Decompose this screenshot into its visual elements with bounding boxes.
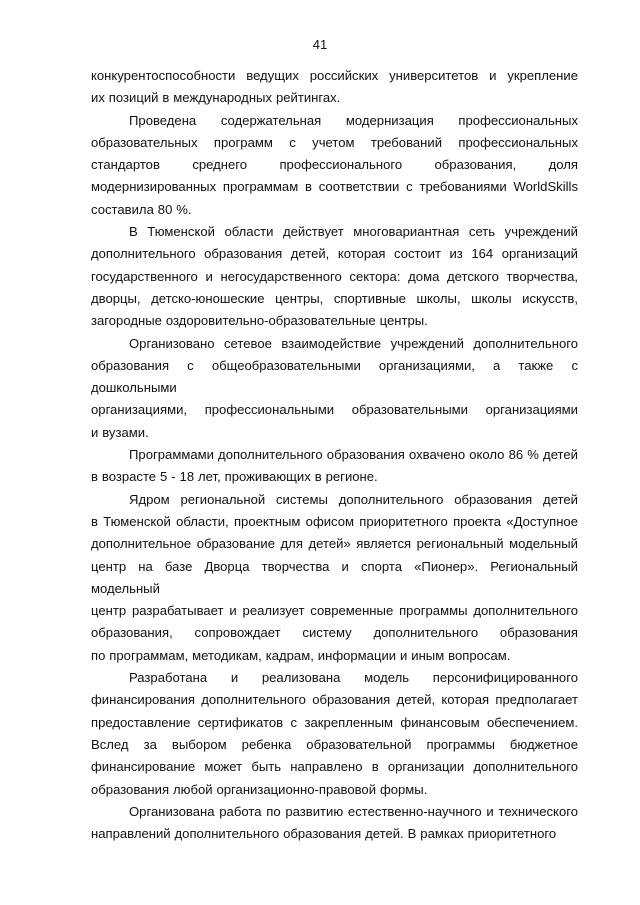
- page-number: 41: [312, 37, 328, 52]
- text-line: образования, сопровождает систему дополнительного образования: [91, 625, 578, 641]
- text-line: по программам, методикам, кадрам, информации и иным вопросам.: [91, 647, 511, 663]
- text-line: государственного и негосударственного сектора: дома детского творчества,: [91, 268, 578, 284]
- text-line: финансирование может быть направлено в организации дополнительного: [91, 759, 578, 775]
- text-line: их позиций в международных рейтингах.: [91, 90, 341, 106]
- text-line: предоставление сертификатов с закрепленным финансовым обеспечением.: [91, 714, 578, 730]
- text-line: дворцы, детско-юношеские центры, спортивные школы, школы искусств,: [91, 290, 578, 306]
- paragraph: [91, 110, 578, 221]
- text-line: загородные оздоровительно-образовательные центры.: [91, 313, 428, 329]
- paragraph: [91, 444, 578, 489]
- text-line: финансирования дополнительного образования детей, которая предполагает: [91, 692, 578, 708]
- text-line: Программами дополнительного образования охвачено около 86 % детей: [129, 447, 578, 463]
- text-line: Вслед за выбором ребенка образовательной программы бюджетное: [91, 736, 578, 752]
- text-line: стандартов среднего профессионального образования, доля: [91, 157, 578, 173]
- text-line: В Тюменской области действует многовариантная сеть учреждений: [129, 224, 578, 240]
- paragraph: [91, 333, 578, 444]
- body-text: [91, 65, 578, 845]
- text-line: Ядром региональной системы дополнительного образования детей: [129, 491, 578, 507]
- text-line: Разработана и реализована модель персонифицированного: [129, 670, 578, 686]
- text-line: модернизированных программам в соответствии с требованиями WorldSkills: [91, 179, 578, 195]
- text-line: образования любой организационно-правовой формы.: [91, 781, 428, 797]
- paragraph: [91, 801, 578, 846]
- text-line: центр на базе Дворца творчества и спорта «Пионер». Региональный модельный: [91, 558, 578, 596]
- paragraph: [91, 489, 578, 667]
- text-line: центр разрабатывает и реализует современные программы дополнительного: [91, 603, 578, 619]
- text-line: и вузами.: [91, 424, 149, 440]
- text-line: конкурентоспособности ведущих российских университетов и укрепление: [91, 68, 578, 83]
- text-line: образования с общеобразовательными организациями, а также с дошкольными: [91, 357, 578, 396]
- text-line: в возрасте 5 - 18 лет, проживающих в регионе.: [91, 469, 378, 485]
- text-line: в Тюменской области, проектным офисом приоритетного проекта «Доступное: [91, 513, 578, 529]
- text-line: образовательных программ с учетом требований профессиональных: [91, 134, 578, 150]
- paragraph: [91, 667, 578, 801]
- text-line: дополнительного образования детей, которая состоит из 164 организаций: [91, 246, 578, 262]
- text-line: Проведена содержательная модернизация профессиональных: [129, 112, 578, 128]
- paragraph: [91, 65, 578, 110]
- text-line: Организована работа по развитию естественно-научного и технического: [129, 803, 578, 819]
- text-line: направлений дополнительного образования детей. В рамках приоритетного: [91, 826, 557, 842]
- paragraph: [91, 221, 578, 332]
- text-line: Организовано сетевое взаимодействие учреждений дополнительного: [129, 335, 578, 351]
- text-line: составила 80 %.: [91, 201, 192, 217]
- text-line: дополнительное образование для детей» является региональный модельный: [91, 536, 578, 552]
- text-line: организациями, профессиональными образовательными организациями: [91, 402, 578, 418]
